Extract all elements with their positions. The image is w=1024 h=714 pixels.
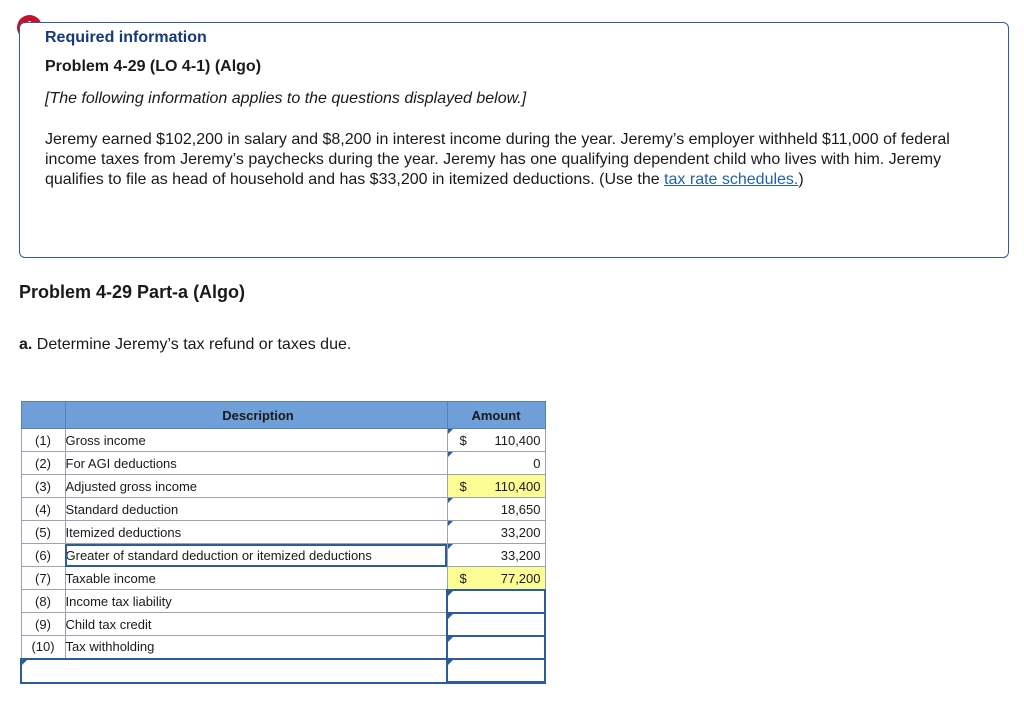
flag-icon — [448, 429, 453, 434]
amount-value: 18,650 — [500, 502, 541, 517]
row-number: (9) — [21, 613, 65, 636]
flag-icon — [448, 660, 453, 665]
part-title: Problem 4-29 Part-a (Algo) — [19, 282, 246, 302]
info-note: [The following information applies to the questions displayed below.] — [45, 90, 527, 107]
row-number: (8) — [21, 590, 65, 613]
table-row — [21, 613, 545, 636]
table-row — [21, 659, 545, 683]
table-row — [21, 429, 545, 452]
amount-value: 110,400 — [494, 479, 541, 494]
dollar-sign: $ — [459, 479, 467, 494]
flag-icon — [448, 591, 453, 596]
problem-text: Jeremy earned $102,200 in salary and $8,200 in interest income during the year. Jeremy’s employer withheld $11,000 of federal income taxes from Jeremy’s paychecks during the year. Jeremy has one qualifying dependent child who lives with him. Jeremy qualifies to file as head of household and has $33,200 in itemized deductions. (Use the — [45, 131, 950, 188]
header-description: Description — [65, 402, 447, 429]
header-amount: Amount — [447, 402, 545, 429]
dollar-sign: $ — [459, 571, 467, 586]
header-number — [21, 402, 65, 429]
amount-input[interactable] — [447, 659, 545, 683]
table-row — [21, 498, 545, 521]
amount-input[interactable] — [447, 590, 545, 613]
description-select[interactable]: Child tax credit — [65, 613, 447, 636]
amount-input[interactable] — [447, 521, 545, 544]
amount-input[interactable] — [447, 429, 545, 452]
description-select[interactable]: For AGI deductions — [65, 452, 447, 475]
problem-text-end: ) — [798, 171, 804, 188]
table-row — [21, 567, 545, 590]
dollar-sign: $ — [459, 433, 467, 448]
row-number: (3) — [21, 475, 65, 498]
problem-description — [45, 130, 955, 190]
description-select[interactable]: Greater of standard deduction or itemized deductions — [65, 544, 447, 567]
amount-value: 33,200 — [500, 548, 541, 563]
flag-icon — [448, 614, 453, 619]
row-number: (5) — [21, 521, 65, 544]
flag-icon — [22, 660, 27, 665]
amount-value: 33,200 — [500, 525, 541, 540]
row-number: (2) — [21, 452, 65, 475]
required-info-title: Required information — [45, 29, 207, 46]
row-number: (1) — [21, 429, 65, 452]
flag-icon — [448, 521, 453, 526]
row-number: (7) — [21, 567, 65, 590]
amount-value: 77,200 — [500, 571, 541, 586]
flag-icon — [448, 498, 453, 503]
question-text — [19, 336, 351, 354]
description-select[interactable]: Taxable income — [65, 567, 447, 590]
amount-input[interactable] — [447, 636, 545, 659]
description-select[interactable]: Itemized deductions — [65, 521, 447, 544]
amount-calculated — [447, 475, 545, 498]
flag-icon — [448, 452, 453, 457]
amount-calculated — [447, 567, 545, 590]
amount-input[interactable] — [447, 498, 545, 521]
table-row — [21, 521, 545, 544]
table-row — [21, 636, 545, 659]
description-select[interactable] — [21, 659, 447, 683]
question-body: Determine Jeremy’s tax refund or taxes due. — [32, 336, 352, 353]
description-select[interactable]: Standard deduction — [65, 498, 447, 521]
amount-value: 0 — [533, 456, 541, 471]
amount-value: 110,400 — [494, 433, 541, 448]
table-row — [21, 475, 545, 498]
question-letter: a. — [19, 336, 33, 353]
description-select[interactable]: Tax withholding — [65, 636, 447, 659]
tax-rate-schedules-link[interactable]: tax rate schedules. — [664, 171, 799, 188]
table-row — [21, 544, 545, 567]
amount-input[interactable] — [447, 452, 545, 475]
flag-icon — [448, 637, 453, 642]
table-row — [21, 452, 545, 475]
problem-title: Problem 4-29 (LO 4-1) (Algo) — [45, 58, 262, 75]
row-number: (10) — [21, 636, 65, 659]
description-select[interactable]: Income tax liability — [65, 590, 447, 613]
tax-worksheet-table — [20, 401, 546, 684]
amount-input[interactable] — [447, 544, 545, 567]
row-number: (6) — [21, 544, 65, 567]
flag-icon — [448, 544, 453, 549]
table-row — [21, 590, 545, 613]
row-number: (4) — [21, 498, 65, 521]
description-select[interactable]: Adjusted gross income — [65, 475, 447, 498]
amount-input[interactable] — [447, 613, 545, 636]
description-select[interactable]: Gross income — [65, 429, 447, 452]
